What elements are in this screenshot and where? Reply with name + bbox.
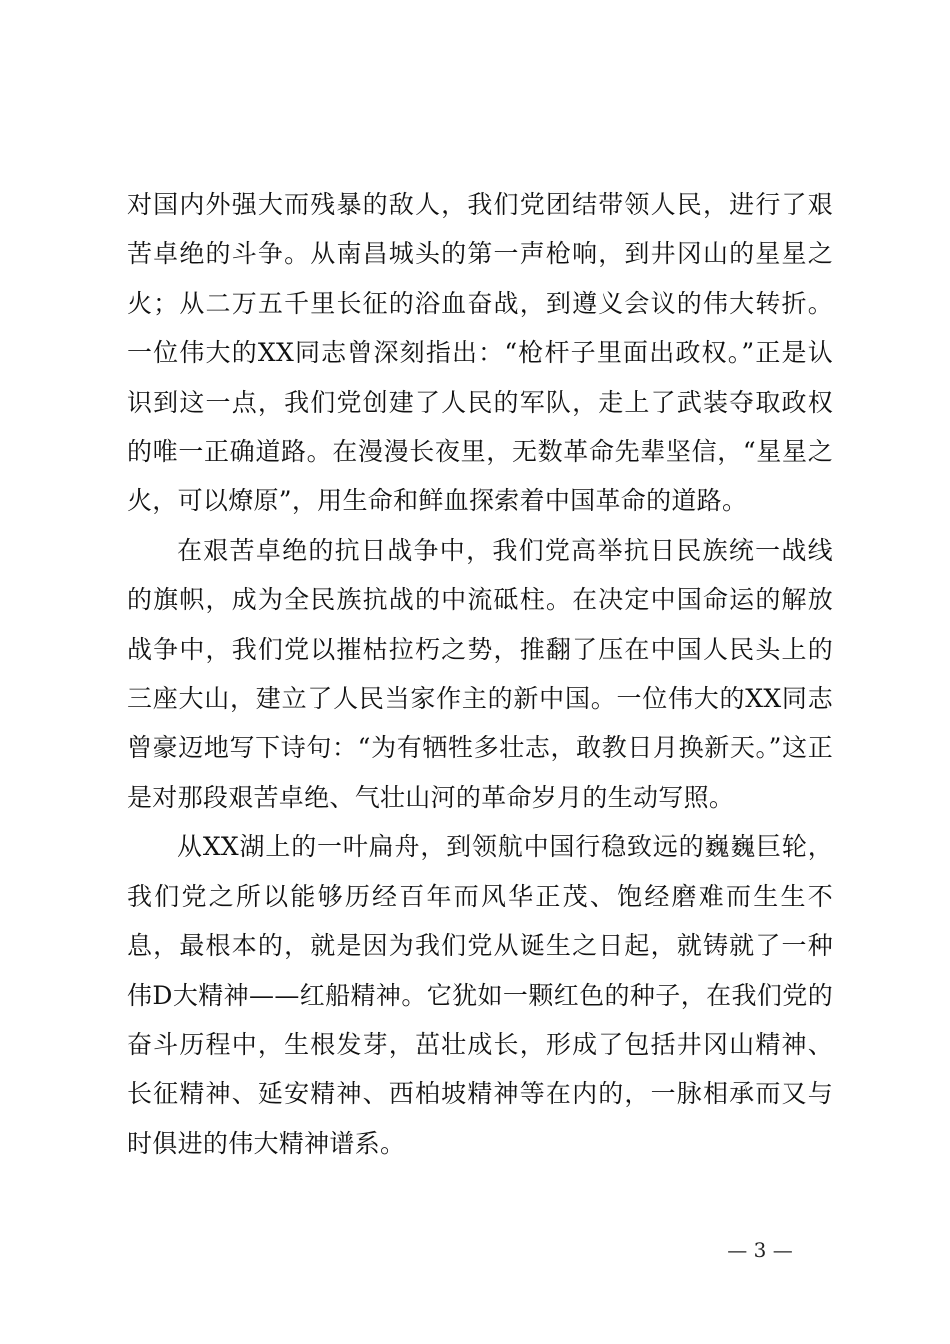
- document-body: [127, 180, 833, 1168]
- page-number: — 3 —: [727, 1238, 793, 1262]
- paragraph-anti-japanese-war: 在艰苦卓绝的抗日战争中，我们党高举抗日民族统一战线的旗帜，成为全民族抗战的中流砥柱。在决定中国命运的解放战争中，我们党以摧枯拉朽之势，推翻了压在中国人民头上的三座大山，建立了人民当家作主的新中国。一位伟大的XX同志曾豪迈地写下诗句：“为有牺牲多壮志，敢教日月换新天。”这正是对那段艰苦卓绝、气壮山河的革命岁月的生动写照。: [127, 535, 833, 812]
- paragraph-continued: 对国内外强大而残暴的敌人，我们党团结带领人民，进行了艰苦卓绝的斗争。从南昌城头的第一声枪响，到井冈山的星星之火；从二万五千里长征的浴血奋战，到遵义会议的伟大转折。一位伟大的XX同志曾深刻指出：“枪杆子里面出政权。”正是认识到这一点，我们党创建了人民的军队，走上了武装夺取政权的唯一正确道路。在漫漫长夜里，无数革命先辈坚信，“星星之火，可以燎原”，用生命和鲜血探索着中国革命的道路。: [127, 190, 833, 516]
- paragraph-red-boat-spirit: 从XX湖上的一叶扁舟，到领航中国行稳致远的巍巍巨轮，我们党之所以能够历经百年而风华正茂、饱经磨难而生生不息，最根本的，就是因为我们党从诞生之日起，就铸就了一种伟D大精神——红船精神。它犹如一颗红色的种子，在我们党的奋斗历程中，生根发芽，茁壮成长，形成了包括井冈山精神、长征精神、延安精神、西柏坡精神等在内的，一脉相承而又与时俱进的伟大精神谱系。: [127, 832, 833, 1158]
